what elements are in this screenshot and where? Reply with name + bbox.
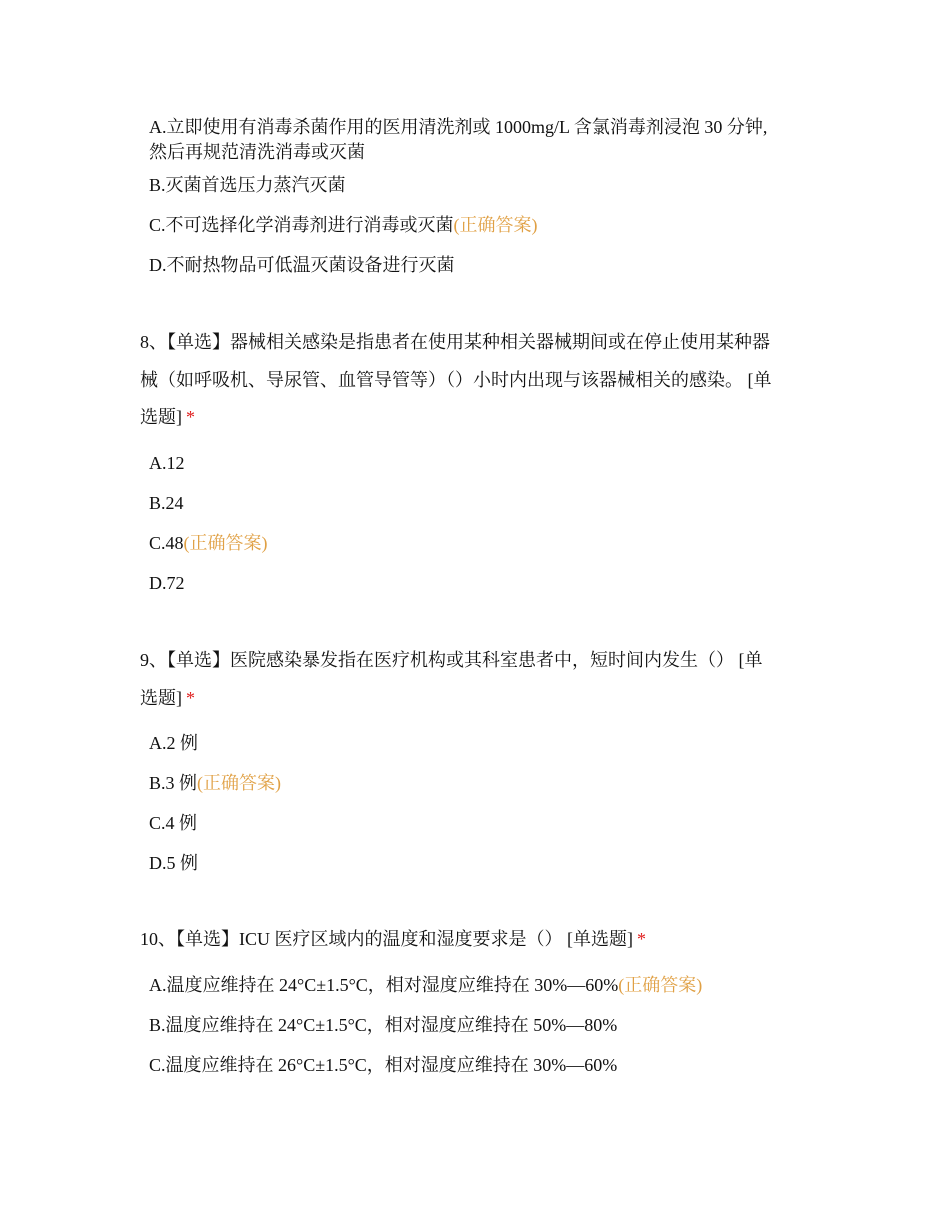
question-text: 械（如呼吸机、导尿管、血管导管等）（）小时内出现与该器械相关的感染。 [单 [140, 370, 772, 390]
option-text: B.3 例 [149, 773, 198, 793]
option-text: C.4 例 [149, 813, 198, 833]
question-text: 10、【单选】ICU 医疗区域内的温度和湿度要求是（） [单选题] [140, 929, 633, 949]
required-star: * [637, 929, 646, 949]
option-text: B.24 [149, 493, 184, 513]
option-text: C.温度应维持在 26°C±1.5°C，相对湿度应维持在 30%—60% [149, 1055, 618, 1075]
required-star: * [186, 688, 195, 708]
question-text: 选题] [140, 407, 182, 427]
prev-option-a-line1 [149, 115, 767, 139]
q8-option-d [149, 571, 185, 595]
question-text: 8、【单选】器械相关感染是指患者在使用某种相关器械期间或在停止使用某种器 [140, 332, 770, 352]
prev-option-b [149, 173, 346, 197]
q9-option-a [149, 731, 198, 755]
q10-option-b [149, 1013, 617, 1037]
q9-option-b [149, 771, 281, 795]
question-9-title-line1 [140, 648, 763, 672]
option-text: A.温度应维持在 24°C±1.5°C，相对湿度应维持在 30%—60% [149, 975, 619, 995]
option-text: A.12 [149, 453, 185, 473]
option-text: D.不耐热物品可低温灭菌设备进行灭菌 [149, 255, 455, 275]
q8-option-b [149, 491, 184, 515]
correct-answer-tag: (正确答案) [183, 533, 268, 553]
question-10-title [140, 927, 646, 951]
correct-answer-tag: (正确答案) [197, 773, 282, 793]
q8-option-c [149, 531, 268, 555]
option-text: 然后再规范清洗消毒或灭菌 [149, 142, 365, 162]
question-8-title-line2 [140, 368, 772, 392]
question-8-title-line3 [140, 405, 195, 429]
required-star: * [186, 407, 195, 427]
q10-option-a [149, 973, 702, 997]
prev-option-d [149, 253, 455, 277]
option-text: B.温度应维持在 24°C±1.5°C，相对湿度应维持在 50%—80% [149, 1015, 618, 1035]
q10-option-c [149, 1053, 617, 1077]
option-text: B.灭菌首选压力蒸汽灭菌 [149, 175, 346, 195]
option-text: C.不可选择化学消毒剂进行消毒或灭菌 [149, 215, 454, 235]
option-text: A.立即使用有消毒杀菌作用的医用清洗剂或 1000mg/L 含氯消毒剂浸泡 30 分钟, [149, 117, 768, 137]
q8-option-a [149, 451, 185, 475]
option-text: D.5 例 [149, 853, 198, 873]
question-text: 选题] [140, 688, 182, 708]
q9-option-c [149, 811, 197, 835]
question-text: 9、【单选】医院感染暴发指在医疗机构或其科室患者中，短时间内发生（） [单 [140, 650, 763, 670]
prev-option-a-line2 [149, 140, 365, 164]
option-text: C.48 [149, 533, 184, 553]
q9-option-d [149, 851, 198, 875]
prev-option-c [149, 213, 538, 237]
correct-answer-tag: (正确答案) [618, 975, 703, 995]
correct-answer-tag: (正确答案) [453, 215, 538, 235]
question-8-title-line1 [140, 330, 770, 354]
question-9-title-line2 [140, 686, 195, 710]
option-text: D.72 [149, 573, 185, 593]
option-text: A.2 例 [149, 733, 198, 753]
